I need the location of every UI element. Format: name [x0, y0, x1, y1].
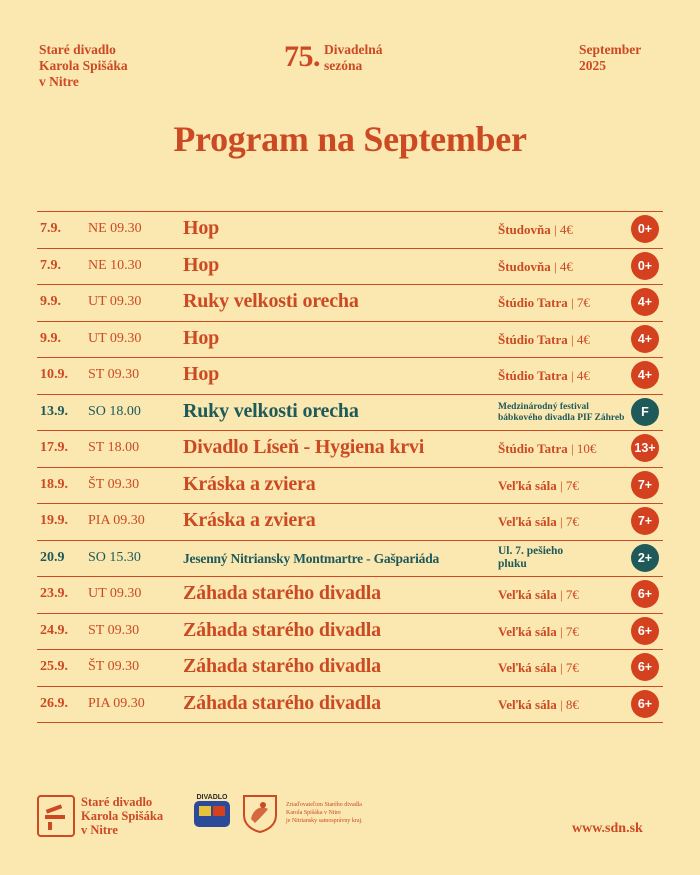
- age-badge: 6+: [631, 580, 659, 608]
- event-time: NE 10.30: [88, 257, 142, 273]
- event-date: 19.9.: [40, 513, 68, 528]
- event-time: ŠT 09.30: [88, 659, 140, 674]
- event-date: 7.9.: [40, 221, 61, 236]
- program-row: [37, 541, 663, 578]
- event-time: SO 18.00: [88, 403, 141, 419]
- event-price: | 4€: [570, 368, 590, 383]
- age-badge: 6+: [631, 690, 659, 718]
- event-venue: Ul. 7. pešieho pluku: [498, 544, 564, 570]
- event-title: Hop: [183, 217, 220, 239]
- event-title: Záhada starého divadla: [183, 582, 381, 604]
- month-label: September 2025: [579, 42, 642, 73]
- event-title: Ruky velkosti orecha: [183, 399, 359, 422]
- event-time: ŠT 09.30: [88, 476, 140, 492]
- event-price: | 4€: [554, 258, 573, 274]
- event-date: 13.9.: [40, 403, 68, 419]
- event-venue: Veľká sála | 7€: [498, 477, 579, 493]
- program-row: [37, 322, 663, 359]
- age-badge: 7+: [631, 507, 659, 535]
- event-title: Záhada starého divadla: [183, 691, 381, 714]
- age-badge: 4+: [631, 325, 659, 353]
- event-venue: Veľká sála | 7€: [498, 660, 579, 675]
- event-date: 10.9.: [40, 367, 68, 382]
- event-price: | 7€: [570, 295, 590, 310]
- event-price: | 10€: [570, 441, 597, 456]
- event-date: 23.9.: [40, 586, 68, 601]
- program-row: [37, 614, 663, 651]
- event-time: SO 15.30: [88, 549, 141, 565]
- event-venue: Študovňa | 4€: [498, 258, 573, 274]
- event-venue: Študovňa | 4€: [498, 222, 573, 237]
- age-badge: 6+: [631, 653, 659, 681]
- event-title: Divadlo Líseň - Hygiena krvi: [183, 436, 425, 458]
- event-venue: Štúdio Tatra | 10€: [498, 441, 597, 456]
- event-time: NE 09.30: [88, 221, 142, 236]
- event-venue: Veľká sála | 7€: [498, 514, 579, 529]
- season-label: 75. Divadelná sezóna: [284, 40, 383, 73]
- event-price: | 7€: [559, 477, 579, 493]
- event-title: Kráska a zviera: [183, 509, 316, 531]
- region-coat-of-arms-icon: [241, 793, 279, 833]
- theatre-name: Staré divadlo Karola Spišáka v Nitre: [39, 42, 128, 89]
- event-date: 20.9: [40, 549, 65, 565]
- season-number: 75.: [284, 40, 320, 73]
- event-title: Ruky velkosti orecha: [183, 290, 359, 312]
- event-price: | 7€: [559, 514, 579, 529]
- event-venue: Štúdio Tatra | 7€: [498, 295, 590, 310]
- program-row: [37, 395, 663, 432]
- age-badge: 4+: [631, 288, 659, 316]
- event-date: 9.9.: [40, 330, 61, 346]
- svg-text:DIVADLO: DIVADLO: [196, 794, 228, 801]
- program-row: [37, 249, 663, 286]
- event-time: ST 09.30: [88, 622, 140, 638]
- program-row: [37, 358, 663, 395]
- age-badge: F: [631, 398, 659, 426]
- event-venue: Štúdio Tatra | 4€: [498, 368, 590, 383]
- program-row: [37, 577, 663, 614]
- program-table: [37, 211, 663, 723]
- age-badge: 0+: [631, 252, 659, 280]
- page-title: Program na September: [173, 119, 527, 159]
- event-date: 9.9.: [40, 294, 61, 309]
- program-row: [37, 285, 663, 322]
- event-date: 17.9.: [40, 440, 68, 455]
- event-venue: Veľká sála | 7€: [498, 587, 579, 602]
- program-row: [37, 431, 663, 468]
- event-date: 18.9.: [40, 476, 68, 492]
- program-row: [37, 650, 663, 687]
- event-time: PIA 09.30: [88, 695, 145, 711]
- theatre-logo: Staré divadlo Karola Spišáka v Nitre: [37, 795, 163, 837]
- event-time: PIA 09.30: [88, 513, 145, 528]
- founder-note: Zriaďovateľom Starého divadla Karola Spišáka v Nitre je Nitriansky samosprávny kraj.: [286, 802, 363, 824]
- event-venue: Veľká sála | 7€: [498, 623, 579, 639]
- age-badge: 6+: [631, 617, 659, 645]
- event-date: 24.9.: [40, 622, 68, 638]
- event-title: Záhada starého divadla: [183, 655, 381, 677]
- theatre-logo-icon: [37, 795, 75, 837]
- event-time: ST 09.30: [88, 367, 140, 382]
- age-badge: 4+: [631, 361, 659, 389]
- event-price: | 7€: [559, 587, 579, 602]
- festival-logo-icon: [191, 791, 233, 833]
- event-time: UT 09.30: [88, 586, 142, 601]
- event-venue: Veľká sála | 8€: [498, 696, 579, 712]
- event-time: UT 09.30: [88, 294, 142, 309]
- program-row: [37, 504, 663, 541]
- event-title: Jesenný Nitriansky Montmartre - Gašpariáda: [183, 550, 440, 566]
- website-link[interactable]: www.sdn.sk: [572, 821, 643, 836]
- event-title: Hop: [183, 253, 220, 276]
- event-time: ST 18.00: [88, 440, 140, 455]
- age-badge: 13+: [631, 434, 659, 462]
- event-date: 7.9.: [40, 257, 61, 273]
- age-badge: 2+: [631, 544, 659, 572]
- program-row: [37, 212, 663, 249]
- event-price: | 4€: [554, 222, 573, 237]
- event-price: | 7€: [559, 623, 579, 639]
- event-title: Kráska a zviera: [183, 472, 316, 495]
- event-time: UT 09.30: [88, 330, 142, 346]
- program-row: [37, 468, 663, 505]
- event-title: Záhada starého divadla: [183, 618, 381, 641]
- event-title: Hop: [183, 363, 220, 385]
- event-price: | 4€: [570, 331, 590, 347]
- event-price: | 8€: [559, 696, 579, 712]
- event-title: Hop: [183, 326, 220, 349]
- age-badge: 7+: [631, 471, 659, 499]
- event-price: | 7€: [559, 660, 579, 675]
- event-date: 25.9.: [40, 659, 68, 674]
- event-venue: Štúdio Tatra | 4€: [498, 331, 590, 347]
- event-date: 26.9.: [40, 695, 68, 711]
- event-venue: Medzinárodný festival bábkového divadla PIF Záhreb: [498, 401, 625, 423]
- age-badge: 0+: [631, 215, 659, 243]
- program-row: [37, 687, 663, 724]
